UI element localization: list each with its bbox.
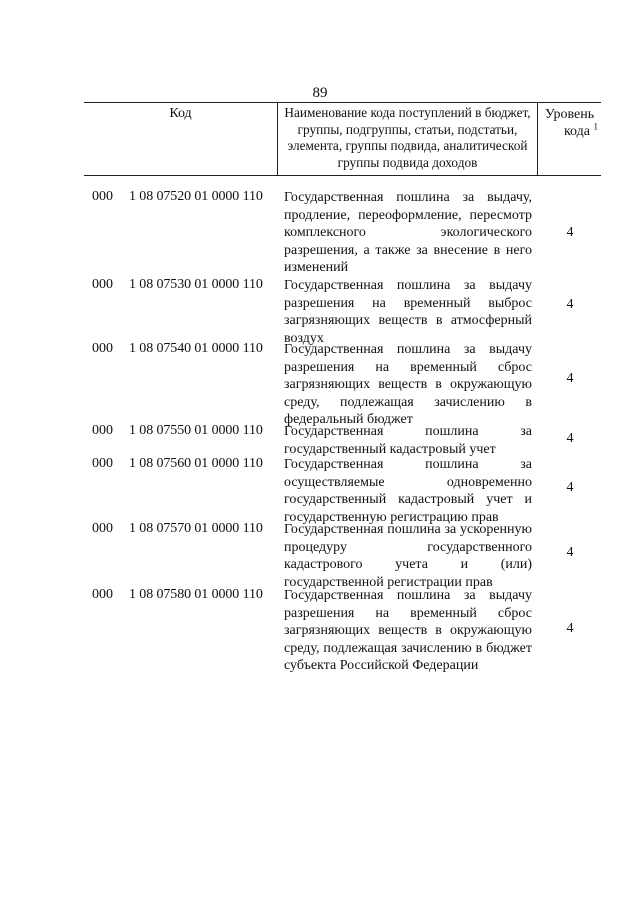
revenue-name: Государственная пошлина за государственный кадастровый учет [284,424,532,457]
revenue-name: Государственная пошлина за выдачу разрешения на временный выброс загрязняющих веществ в атмосферный воздух [284,278,532,346]
header-level-line2-wrap [538,123,601,140]
code-level: 4 [566,225,574,240]
header-code: Код [84,103,278,175]
code-level: 4 [566,297,574,312]
revenue-name: Государственная пошлина за осуществляемые одновременно государственный кадастровый учет и государственную регистрацию прав [284,457,532,525]
revenue-code: 1 08 07570 01 0000 110 [129,521,263,536]
admin-code: 000 [92,456,113,471]
revenue-code: 1 08 07520 01 0000 110 [129,189,263,204]
header-level [538,103,601,175]
header-level-line1: Уровень [544,107,595,122]
revenue-code: 1 08 07580 01 0000 110 [129,587,263,602]
admin-code: 000 [92,189,113,204]
header-level-footnote: 1 [593,121,598,132]
header-name: Наименование кода поступлений в бюджет, группы, подгруппы, статьи, подстатьи, элемента, группы подвида, аналитической группы подвида доходов [278,103,538,175]
code-level: 4 [566,545,574,560]
admin-code: 000 [92,587,113,602]
revenue-name: Государственная пошлина за ускоренную процедуру государственного кадастрового учета и (или) государственной регистрации прав [284,522,532,590]
header-level-line2: кода [563,124,590,139]
code-level: 4 [566,621,574,636]
table-header [84,102,601,176]
code-level: 4 [566,371,574,386]
code-level: 4 [566,431,574,446]
admin-code: 000 [92,341,113,356]
revenue-code: 1 08 07550 01 0000 110 [129,423,263,438]
revenue-code: 1 08 07560 01 0000 110 [129,456,263,471]
admin-code: 000 [92,521,113,536]
revenue-name: Государственная пошлина за выдачу, продление, переоформление, пересмотр комплексного экологического разрешения, а также за внесение в него изменений [284,190,532,276]
revenue-code: 1 08 07530 01 0000 110 [129,277,263,292]
admin-code: 000 [92,277,113,292]
revenue-name: Государственная пошлина за выдачу разрешения на временный сброс загрязняющих веществ в окружающую среду, подлежащая зачислению в бюджет субъекта Российской Федерации [284,588,532,674]
revenue-name: Государственная пошлина за выдачу разрешения на временный сброс загрязняющих веществ в окружающую среду, подлежащая зачислению в федеральный бюджет [284,342,532,428]
code-level: 4 [566,480,574,495]
page-number: 89 [312,85,328,101]
admin-code: 000 [92,423,113,438]
revenue-code: 1 08 07540 01 0000 110 [129,341,263,356]
